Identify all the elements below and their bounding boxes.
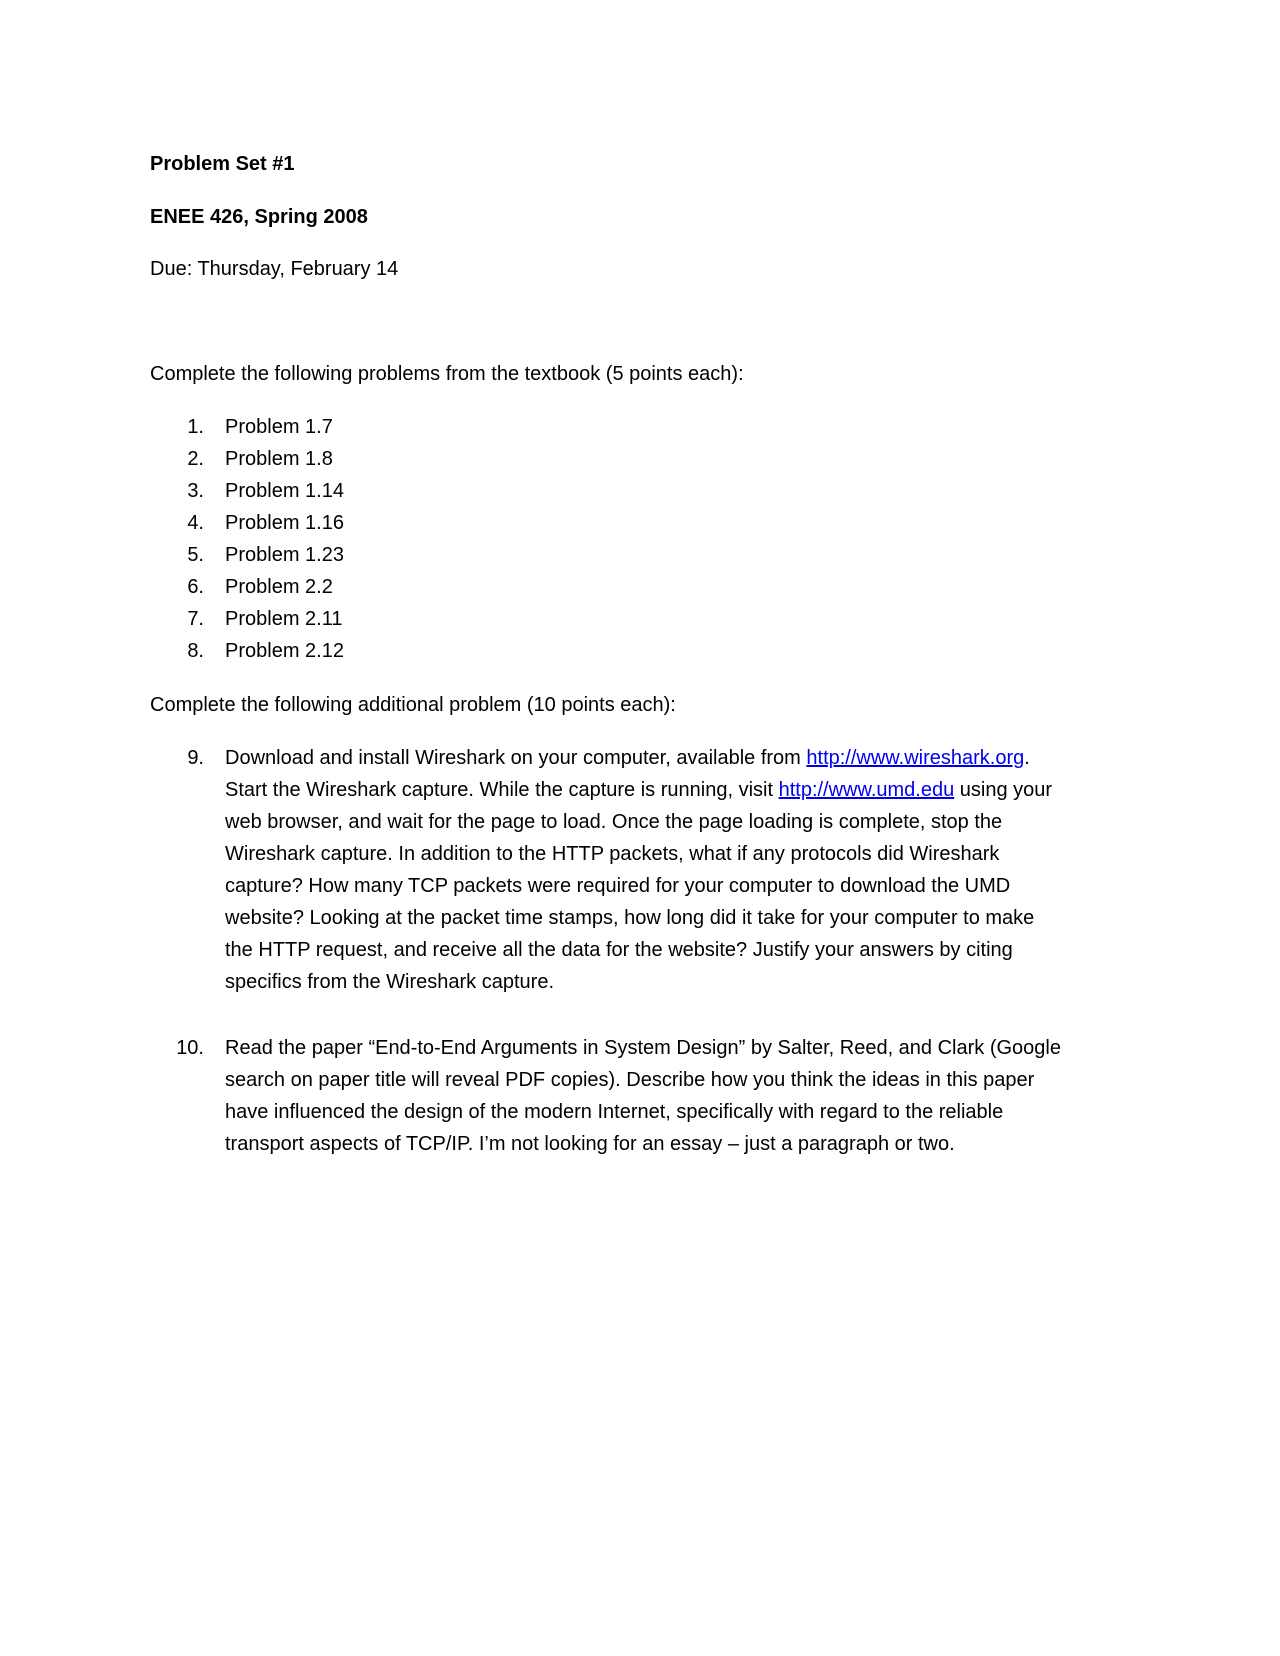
due-date: Due: Thursday, February 14: [150, 258, 399, 280]
problem-10-line: have influenced the design of the modern Internet, specifically with regard to the reliable: [225, 1101, 1004, 1123]
wireshark-link[interactable]: http://www.wireshark.org: [806, 747, 1025, 769]
problem-10-number: 10.: [176, 1037, 204, 1059]
list-item-text: Problem 1.14: [225, 480, 344, 502]
problem-9-line: the HTTP request, and receive all the data for the website? Justify your answers by citing: [225, 939, 1013, 961]
list-item-text: Problem 2.11: [225, 608, 343, 630]
problem-10: [150, 1036, 1150, 1164]
course-heading: ENEE 426, Spring 2008: [150, 206, 368, 228]
problem-10-body: [225, 1036, 1130, 1164]
list-item-number: 2.: [187, 448, 204, 470]
list-item-text: Problem 2.2: [225, 576, 333, 598]
problem-9-number: 9.: [187, 747, 204, 769]
problem-9-line: Wireshark capture. In addition to the HTTP packets, what if any protocols did Wireshark: [225, 843, 1000, 865]
text-segment: using your: [954, 779, 1053, 801]
list-item-number: 3.: [187, 480, 204, 502]
text-segment: Start the Wireshark capture. While the capture is running, visit: [225, 779, 779, 801]
list-item-text: Problem 1.23: [225, 544, 344, 566]
problem-9-line: web browser, and wait for the page to load. Once the page loading is complete, stop the: [225, 811, 1003, 833]
problem-9-line: [225, 778, 1130, 810]
list-item-text: Problem 1.7: [225, 416, 333, 438]
list-item-number: 8.: [187, 640, 204, 662]
problem-9-line: specifics from the Wireshark capture.: [225, 971, 554, 993]
problem-9: [150, 746, 1150, 1002]
list-item-number: 7.: [187, 608, 204, 630]
problem-9-line: capture? How many TCP packets were required for your computer to download the UMD: [225, 875, 1011, 897]
problem-9-line: website? Looking at the packet time stamps, how long did it take for your computer to make: [225, 907, 1035, 929]
text-segment: .: [1024, 747, 1030, 769]
list-item-text: Problem 1.8: [225, 448, 333, 470]
problem-10-line: transport aspects of TCP/IP. I’m not looking for an essay – just a paragraph or two.: [225, 1133, 955, 1155]
section2-intro: Complete the following additional problem (10 points each):: [150, 694, 676, 716]
list-item-number: 4.: [187, 512, 204, 534]
problem-9-body: [225, 746, 1130, 1002]
section1-intro: Complete the following problems from the textbook (5 points each):: [150, 363, 744, 385]
list-item-text: Problem 1.16: [225, 512, 344, 534]
list-item-number: 5.: [187, 544, 204, 566]
problem-10-line: Read the paper “End-to-End Arguments in System Design” by Salter, Reed, and Clark (Google: [225, 1037, 1061, 1059]
umd-link[interactable]: http://www.umd.edu: [778, 779, 955, 801]
text-segment: Download and install Wireshark on your computer, available from: [225, 747, 807, 769]
problem-10-line: search on paper title will reveal PDF copies). Describe how you think the ideas in this paper: [225, 1069, 1035, 1091]
list-item-number: 6.: [187, 576, 204, 598]
document-title: Problem Set #1: [150, 153, 295, 175]
list-item-text: Problem 2.12: [225, 640, 344, 662]
problem-9-line: [225, 746, 1130, 778]
list-item-number: 1.: [187, 416, 204, 438]
